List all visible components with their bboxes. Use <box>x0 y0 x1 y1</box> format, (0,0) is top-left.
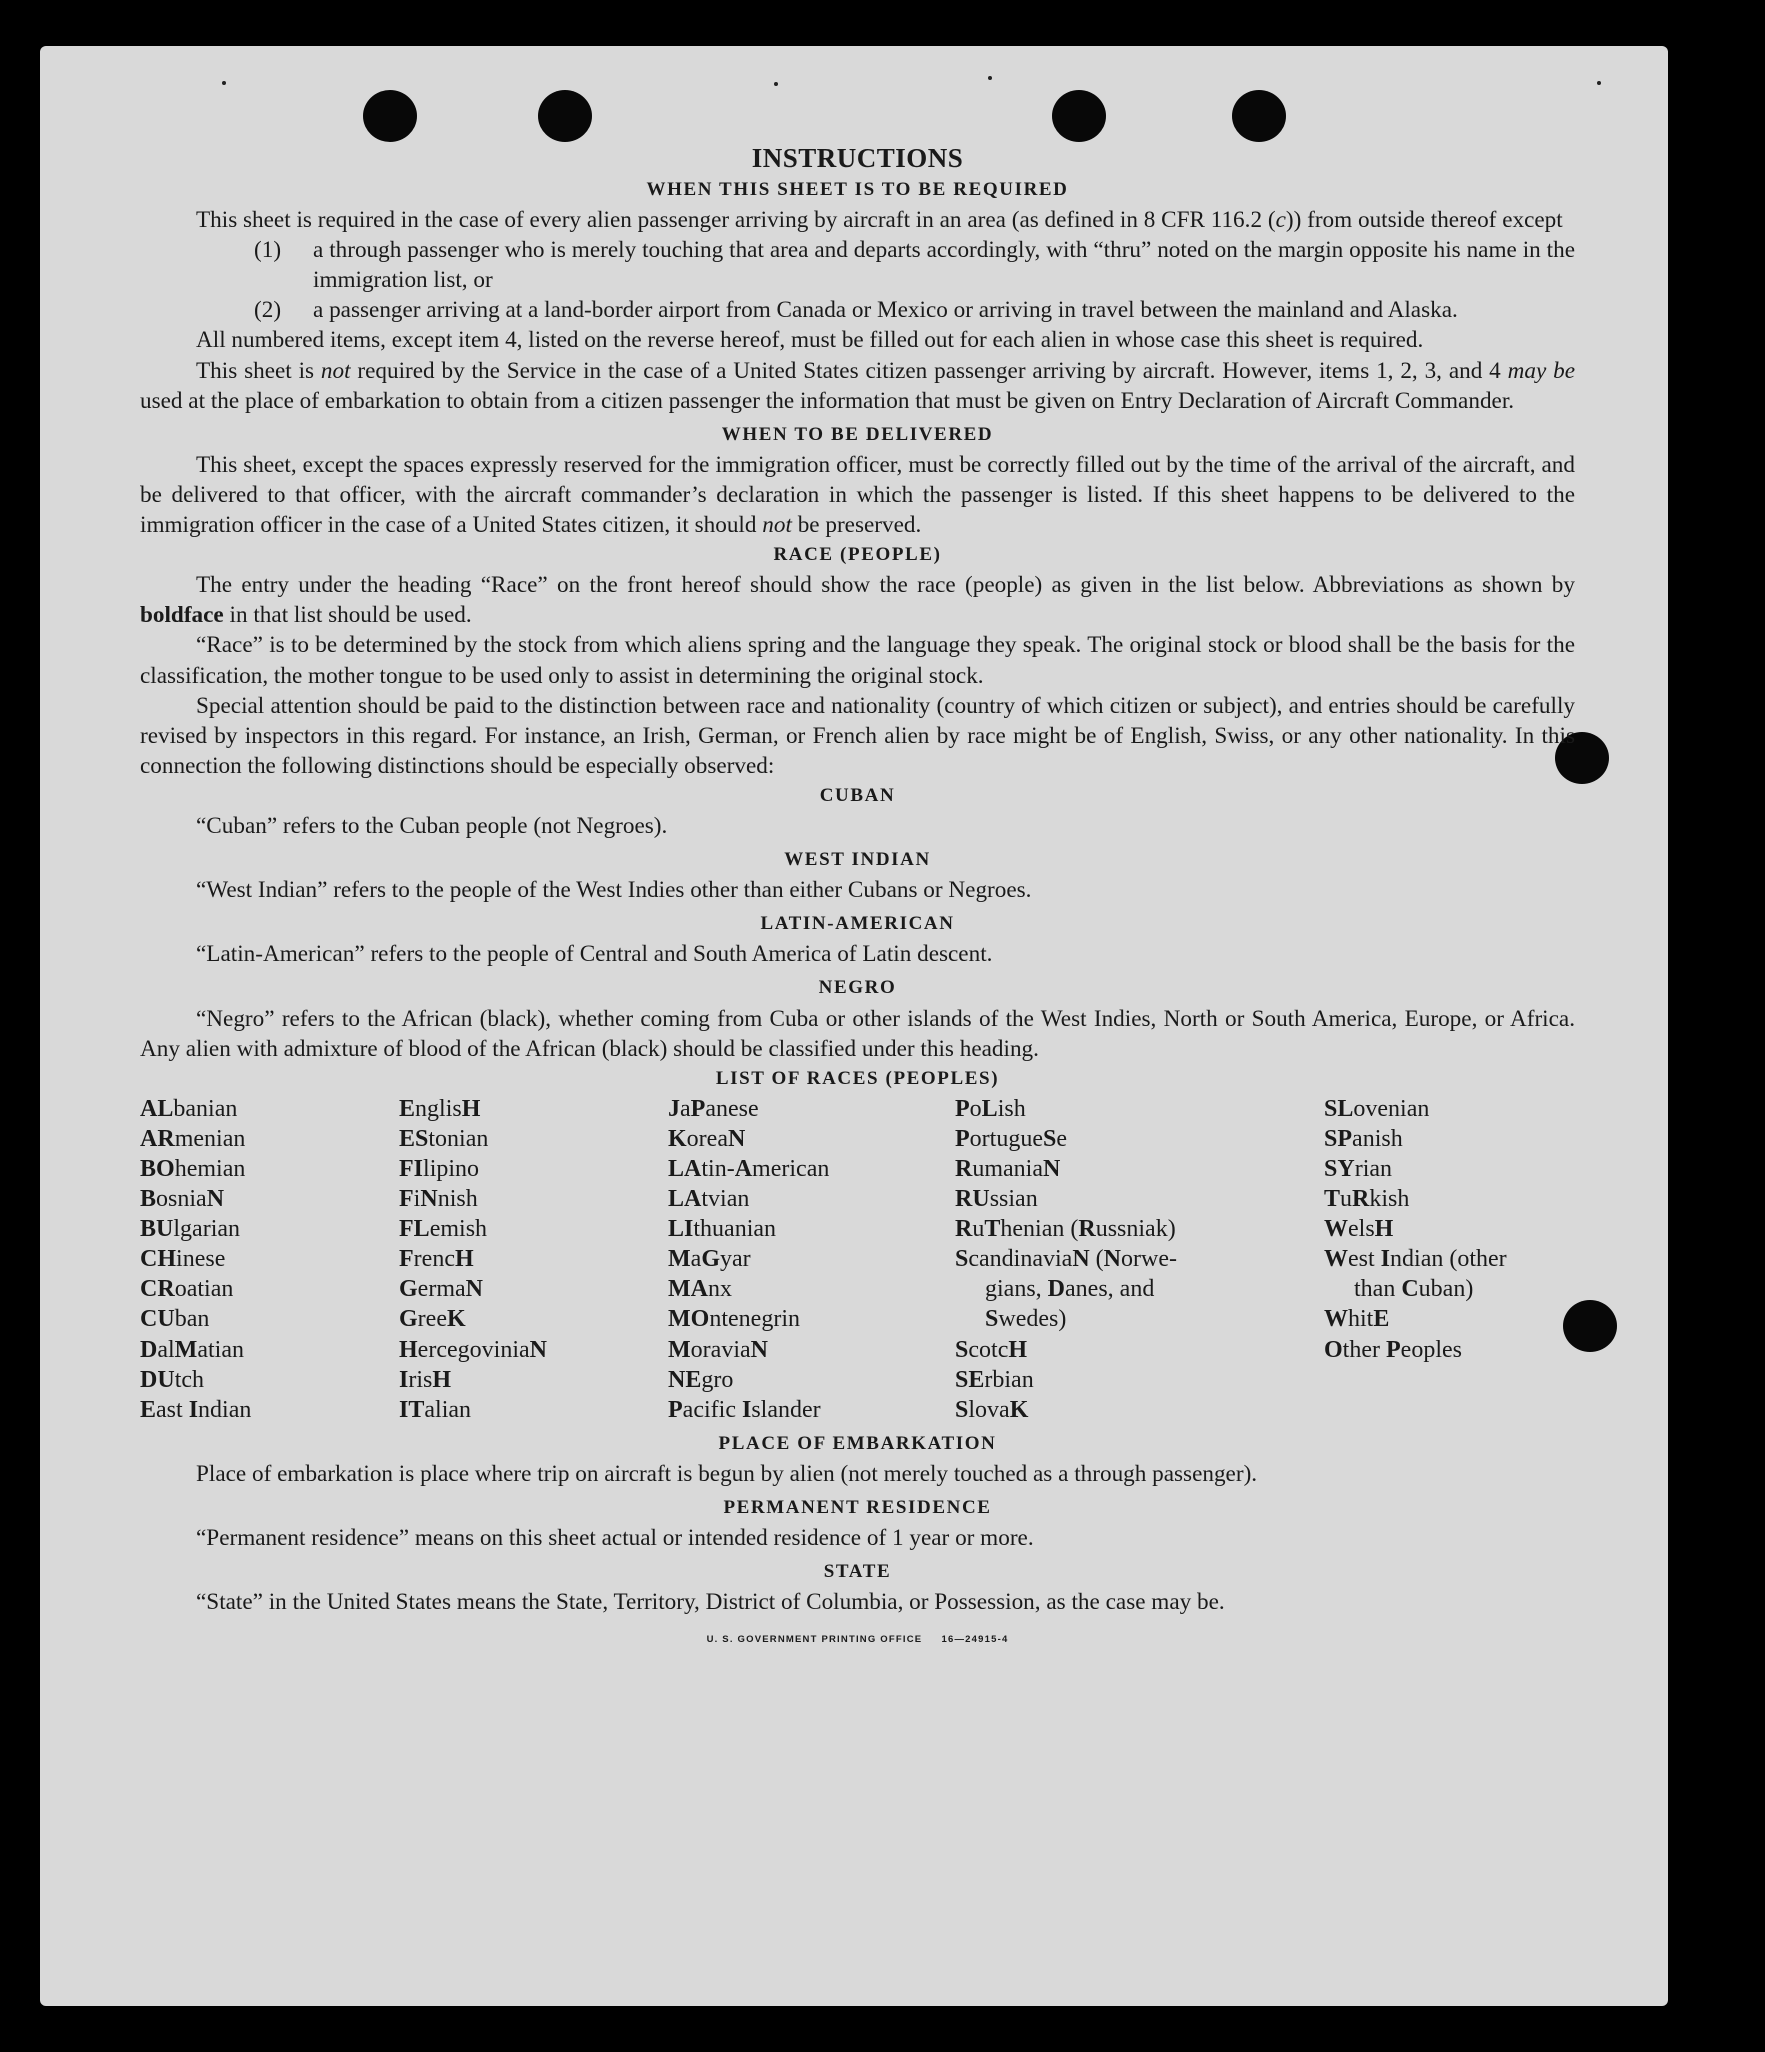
race-entry-continuation: gians, Danes, and <box>985 1276 1155 1303</box>
heading-state: STATE <box>823 1561 892 1583</box>
page-title: INSTRUCTIONS <box>751 143 964 173</box>
race-entry: EnglisH <box>399 1095 481 1122</box>
punch-hole <box>538 90 592 142</box>
race-entry: HercegoviniaN <box>399 1336 547 1363</box>
para-text: used at the place of embarkation to obtain from a citizen passenger the information that must be given on Entry Declaration of Aircraft Commander. <box>140 387 1515 414</box>
race-entry: MOntenegrin <box>668 1306 800 1333</box>
heading-when-delivered: WHEN TO BE DELIVERED <box>721 423 994 445</box>
race-entry: LIthuanian <box>668 1216 777 1243</box>
race-entry: CRoatian <box>140 1276 234 1303</box>
race-entry: FLemish <box>399 1216 488 1243</box>
document-sheet <box>40 46 1668 2006</box>
race-entry: TuRkish <box>1324 1186 1410 1213</box>
para-text: required by the Service in the case of a United States citizen passenger arriving by aircraft. However, items 1, 2, 3, and 4 <box>350 357 1508 384</box>
para-text: The entry under the heading “Race” on the front hereof should show the race (people) as given in the list below. Abbreviations as shown by <box>196 572 1575 599</box>
cuban-text: “Cuban” refers to the Cuban people (not Negroes). <box>196 812 668 839</box>
race-entry: SYrian <box>1324 1156 1393 1182</box>
race-entry: MAnx <box>668 1276 732 1303</box>
para-text: This sheet, except the spaces expressly reserved for the immigration officer, must be correctly filled out by the time of the arrival of the aircraft, and be delivered to that officer, with the aircraft commander’s declaration in which the passenger is listed. If this sheet happens to be delivered to the immigration officer in the case of a United States citizen, it should <box>140 451 1575 539</box>
race-entry: ScandinaviaN (Norwe- <box>955 1246 1178 1273</box>
speck <box>1597 81 1601 85</box>
races-column-1 <box>140 1094 399 1425</box>
race-entry: BOhemian <box>140 1156 246 1182</box>
delivered-text <box>140 450 1575 540</box>
race-entry: ARmenian <box>140 1125 246 1152</box>
embarkation-text: Place of embarkation is place where trip on aircraft is begun by alien (not merely touched as a through passenger). <box>196 1460 1258 1487</box>
race-entry: BUlgarian <box>140 1216 241 1243</box>
race-entry: IrisH <box>399 1366 452 1393</box>
race-entry: NEgro <box>668 1366 734 1393</box>
required-intro-text: This sheet is required in the case of every alien passenger arriving by aircraft in an area (as defined in 8 CFR 116.2 ( <box>196 207 1276 234</box>
latin-american-text: “Latin-American” refers to the people of Central and South America of Latin descent. <box>196 941 993 968</box>
exception-item-2 <box>254 295 1575 325</box>
heading-cuban: CUBAN <box>819 784 896 806</box>
exception-number: (1) <box>254 237 282 264</box>
races-column-2 <box>399 1094 668 1425</box>
race-entry: MoraviaN <box>668 1336 768 1363</box>
race-entry: ALbanian <box>140 1095 238 1122</box>
para-text: in that list should be used. <box>223 602 472 629</box>
exception-item-1 <box>254 235 1575 295</box>
race-entry-continuation: than Cuban) <box>1354 1276 1474 1303</box>
required-para-2: All numbered items, except item 4, listed on the reverse hereof, must be filled out for each alien in whose case this sheet is required. <box>196 327 1424 354</box>
race-entry: SlovaK <box>955 1396 1029 1423</box>
race-entry: GreeK <box>399 1306 466 1333</box>
state-text: “State” in the United States means the State, Territory, District of Columbia, or Possession, as the case may be. <box>196 1589 1225 1616</box>
races-column-4 <box>955 1094 1324 1425</box>
race-entry: PortugueSe <box>955 1125 1068 1152</box>
heading-when-required: WHEN THIS SHEET IS TO BE REQUIRED <box>646 179 1069 200</box>
race-entry: RuThenian (Russniak) <box>955 1216 1176 1243</box>
para-text: This sheet is <box>196 357 321 384</box>
required-para-3 <box>140 356 1575 416</box>
heading-west-indian: WEST INDIAN <box>784 849 931 871</box>
race-entry: LAtvian <box>668 1186 750 1213</box>
heading-negro: NEGRO <box>818 977 897 999</box>
race-entry: KoreaN <box>668 1125 746 1152</box>
race-entry: GermaN <box>399 1276 483 1303</box>
race-entry: SErbian <box>955 1366 1034 1393</box>
race-entry: SPanish <box>1324 1125 1403 1152</box>
race-entry: SLovenian <box>1324 1095 1430 1122</box>
race-entry: MaGyar <box>668 1246 751 1273</box>
race-entry: WelsH <box>1324 1216 1394 1243</box>
negro-text: “Negro” refers to the African (black), whether coming from Cuba or other islands of the West Indies, North or South America, Europe, or Africa. Any alien with admixture of blood of the African (black) should be classified under this heading. <box>140 1005 1575 1062</box>
required-intro-text: )) from outside thereof except <box>1285 207 1563 234</box>
punch-hole <box>1232 90 1286 142</box>
race-entry: CHinese <box>140 1246 226 1273</box>
race-entry: PoLish <box>955 1095 1026 1122</box>
west-indian-text: “West Indian” refers to the people of the West Indies other than either Cubans or Negroes. <box>196 877 1032 904</box>
required-intro-italic: c <box>1275 207 1286 234</box>
race-entry: DalMatian <box>140 1336 244 1363</box>
race-entry: East Indian <box>140 1396 252 1423</box>
race-entry: DUtch <box>140 1366 205 1393</box>
exception-text: a passenger arriving at a land-border airport from Canada or Mexico or arriving in travel between the mainland and Alaska. <box>313 297 1458 324</box>
punch-hole <box>1052 90 1106 142</box>
heading-list-of-races: LIST OF RACES (PEOPLES) <box>715 1067 1000 1089</box>
para-italic: not <box>762 512 792 539</box>
instructions-content <box>140 141 1575 1656</box>
heading-permanent-residence: PERMANENT RESIDENCE <box>723 1497 992 1519</box>
para-italic: may be <box>1507 357 1575 384</box>
exception-number: (2) <box>254 297 282 324</box>
race-entry: RUssian <box>955 1186 1038 1213</box>
heading-race: RACE (PEOPLE) <box>773 544 942 566</box>
race-para-3: Special attention should be paid to the distinction between race and nationality (country of which citizen or subject), and entries should be carefully revised by inspectors in this regard. For instance, an Irish, German, or French alien by race might be of English, Swiss, or any other nationality. In this connection the following distinctions should be especially observed: <box>140 692 1575 779</box>
para-bold: boldface <box>140 602 224 629</box>
para-text: be preserved. <box>791 512 922 539</box>
speck <box>988 76 992 80</box>
heading-latin-american: LATIN-AMERICAN <box>760 913 955 935</box>
heading-place-of-embarkation: PLACE OF EMBARKATION <box>718 1432 997 1454</box>
race-para-2: “Race” is to be determined by the stock from which aliens spring and the language they speak. The original stock or blood shall be the basis for the classification, the mother tongue to be used only to assist in determining the original stock. <box>140 632 1575 689</box>
race-entry: BosniaN <box>140 1186 225 1213</box>
race-entry: Other Peoples <box>1324 1336 1462 1363</box>
races-column-3 <box>668 1094 955 1425</box>
race-entry: JaPanese <box>668 1095 759 1122</box>
race-para-1 <box>140 570 1575 630</box>
race-entry: LAtin-American <box>668 1156 830 1182</box>
race-entry: CUban <box>140 1306 210 1333</box>
race-entry: ITalian <box>399 1396 472 1423</box>
race-entry: WhitE <box>1324 1306 1390 1333</box>
exception-text: a through passenger who is merely touching that area and departs accordingly, with “thru” noted on the margin opposite his name in the immigration list, or <box>313 237 1575 294</box>
residence-text: “Permanent residence” means on this sheet actual or intended residence of 1 year or more. <box>196 1525 1034 1552</box>
race-entry: West Indian (other <box>1324 1246 1507 1273</box>
race-entry: RumaniaN <box>955 1156 1061 1182</box>
para-italic: not <box>320 357 351 384</box>
printing-office-footer: U. S. GOVERNMENT PRINTING OFFICE 16—24915-4 <box>706 1634 1009 1646</box>
speck <box>774 82 778 86</box>
punch-hole <box>363 90 417 142</box>
races-column-5 <box>1324 1094 1575 1425</box>
race-entry-continuation: Swedes) <box>985 1306 1067 1333</box>
race-entry: Pacific Islander <box>668 1396 821 1423</box>
race-entry: FrencH <box>399 1246 474 1273</box>
required-intro <box>140 205 1575 235</box>
race-entry: FiNnish <box>399 1186 478 1213</box>
races-list <box>140 1094 1575 1425</box>
race-entry: ScotcH <box>955 1336 1028 1363</box>
speck <box>222 81 226 85</box>
race-entry: EStonian <box>399 1125 489 1152</box>
race-entry: FIlipino <box>399 1156 480 1182</box>
